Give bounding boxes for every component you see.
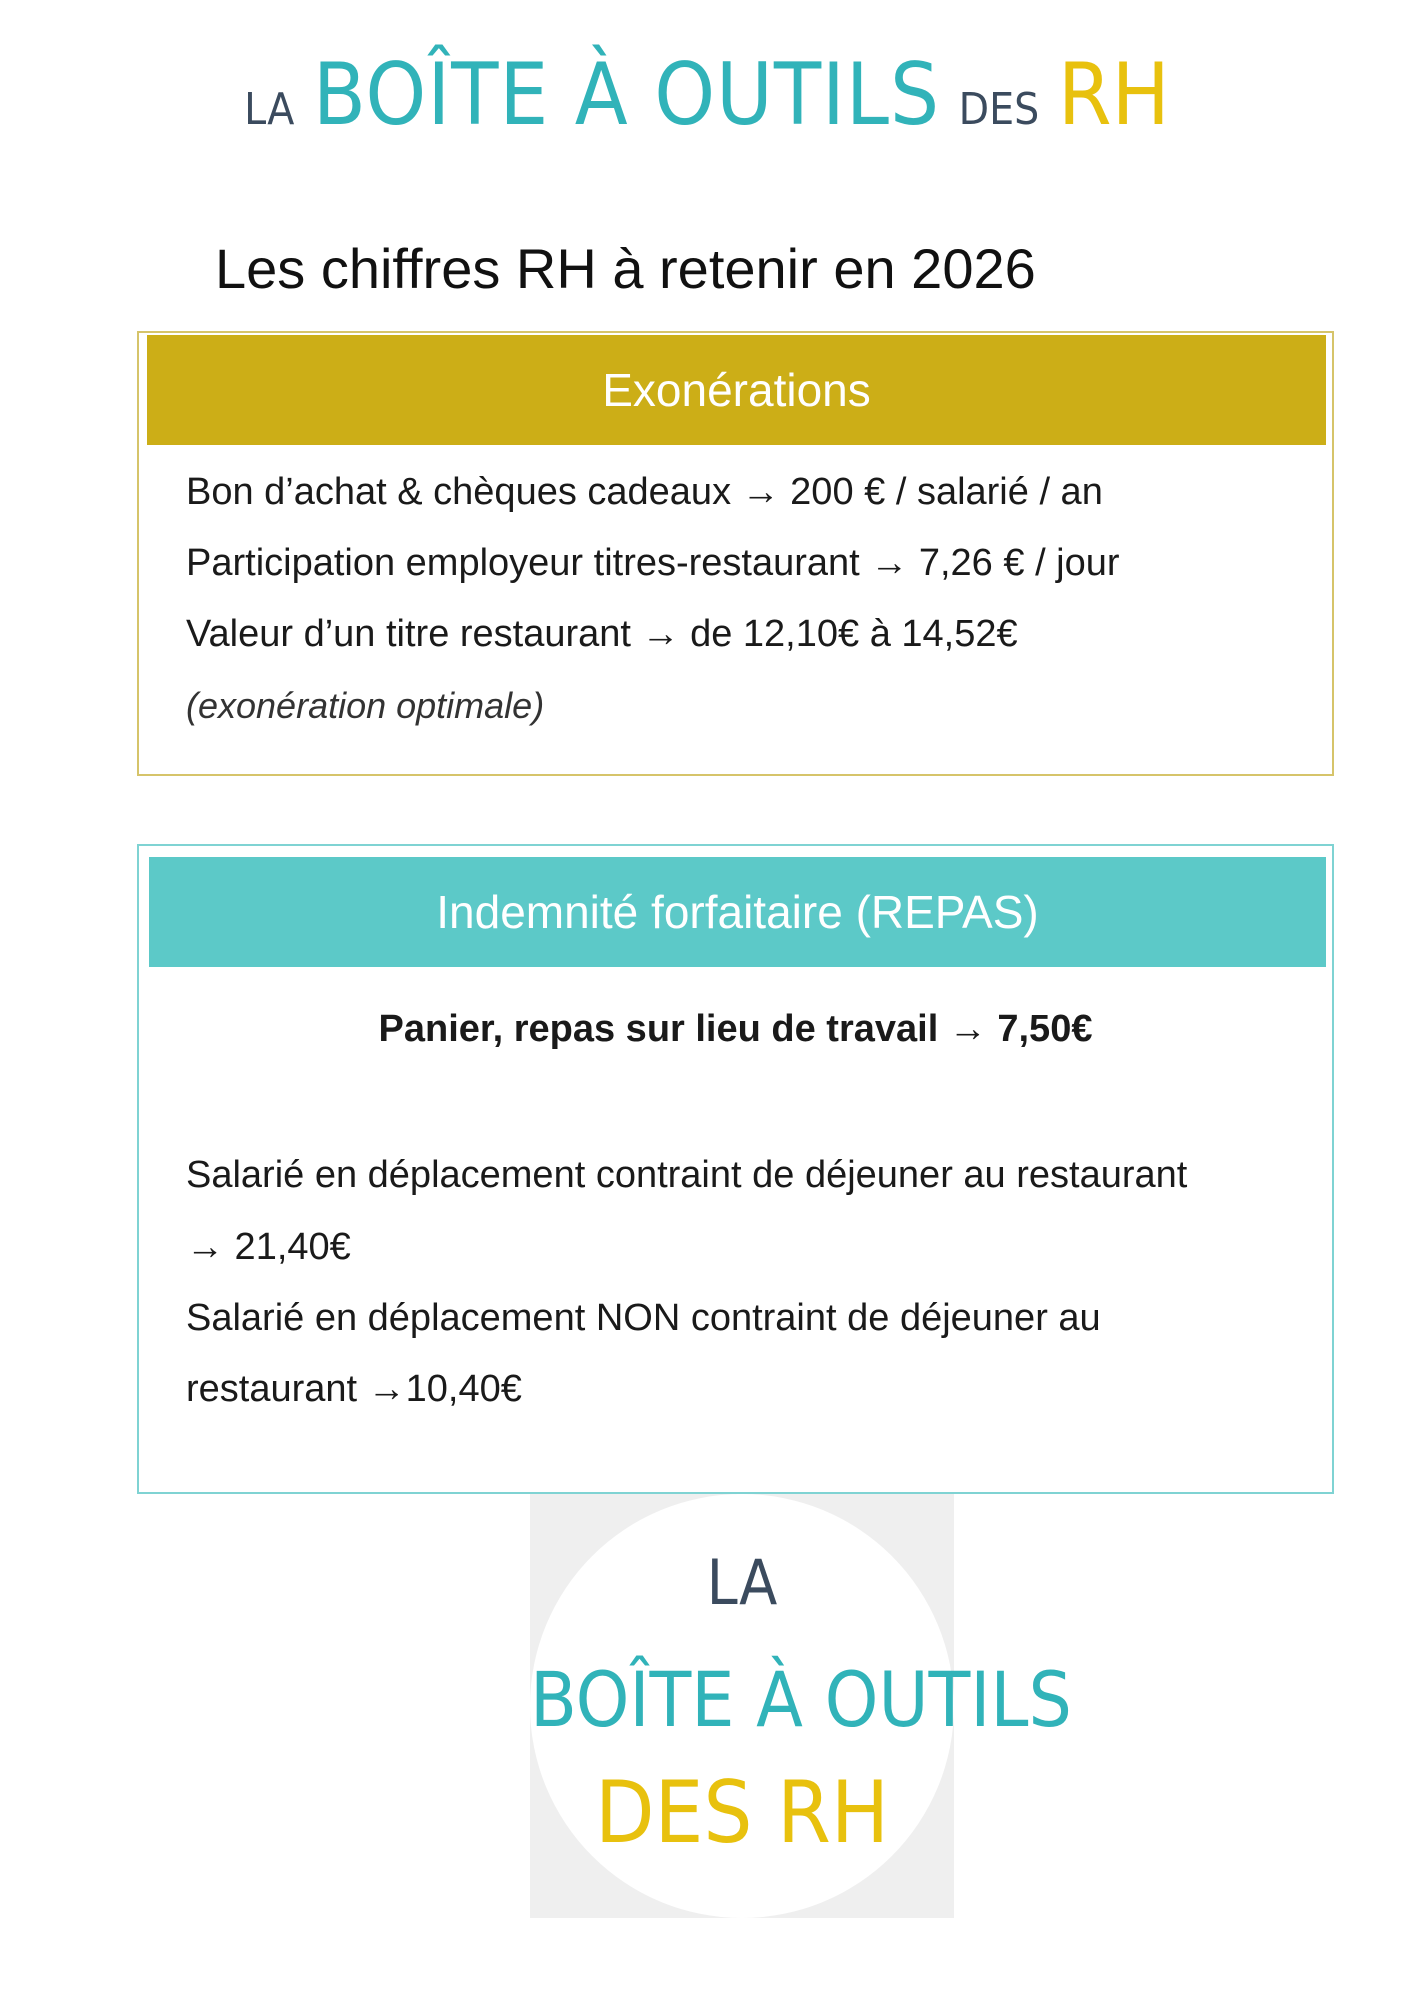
- indemnite-line-non-contraint-amount: restaurant →10,40€: [186, 1368, 522, 1410]
- indemnite-line-non-contraint: Salarié en déplacement NON contraint de déjeuner au: [186, 1297, 1101, 1339]
- logo-badge-boite-a-outils-text: BOÎTE À OUTILS: [530, 1655, 1072, 1744]
- indemnite-card: [137, 844, 1334, 1494]
- indemnite-header: Indemnité forfaitaire (REPAS): [149, 857, 1326, 967]
- logo-des-text: DES: [958, 84, 1040, 135]
- indemnite-panier-line: Panier, repas sur lieu de travail → 7,50€: [378, 1008, 1093, 1050]
- exoneration-line-bon-achat: Bon d’achat & chèques cadeaux → 200 € / salarié / an: [186, 471, 1103, 513]
- indemnite-line-contraint: Salarié en déplacement contraint de déjeuner au restaurant: [186, 1154, 1188, 1196]
- logo-badge-des-rh-text: DES RH: [594, 1763, 890, 1863]
- logo-rh-text: RH: [1057, 45, 1170, 145]
- exoneration-note: (exonération optimale): [186, 685, 545, 726]
- exonerations-card: [137, 331, 1334, 776]
- page-title: Les chiffres RH à retenir en 2026: [215, 237, 1036, 300]
- logo-badge: [530, 1494, 1072, 1918]
- exonerations-header: Exonérations: [147, 335, 1326, 445]
- exoneration-line-valeur-titre: Valeur d’un titre restaurant → de 12,10€ à 14,52€: [186, 613, 1018, 655]
- logo-boite-a-outils-text: BOÎTE À OUTILS: [312, 45, 941, 145]
- logo-badge-circle: [530, 1494, 1072, 1918]
- logo-header: [0, 45, 1414, 145]
- logo-la-text: LA: [244, 84, 295, 135]
- logo-badge-la-text: LA: [706, 1546, 778, 1619]
- exoneration-line-participation: Participation employeur titres-restaurant → 7,26 € / jour: [186, 542, 1120, 584]
- indemnite-line-contraint-amount: → 21,40€: [186, 1226, 351, 1268]
